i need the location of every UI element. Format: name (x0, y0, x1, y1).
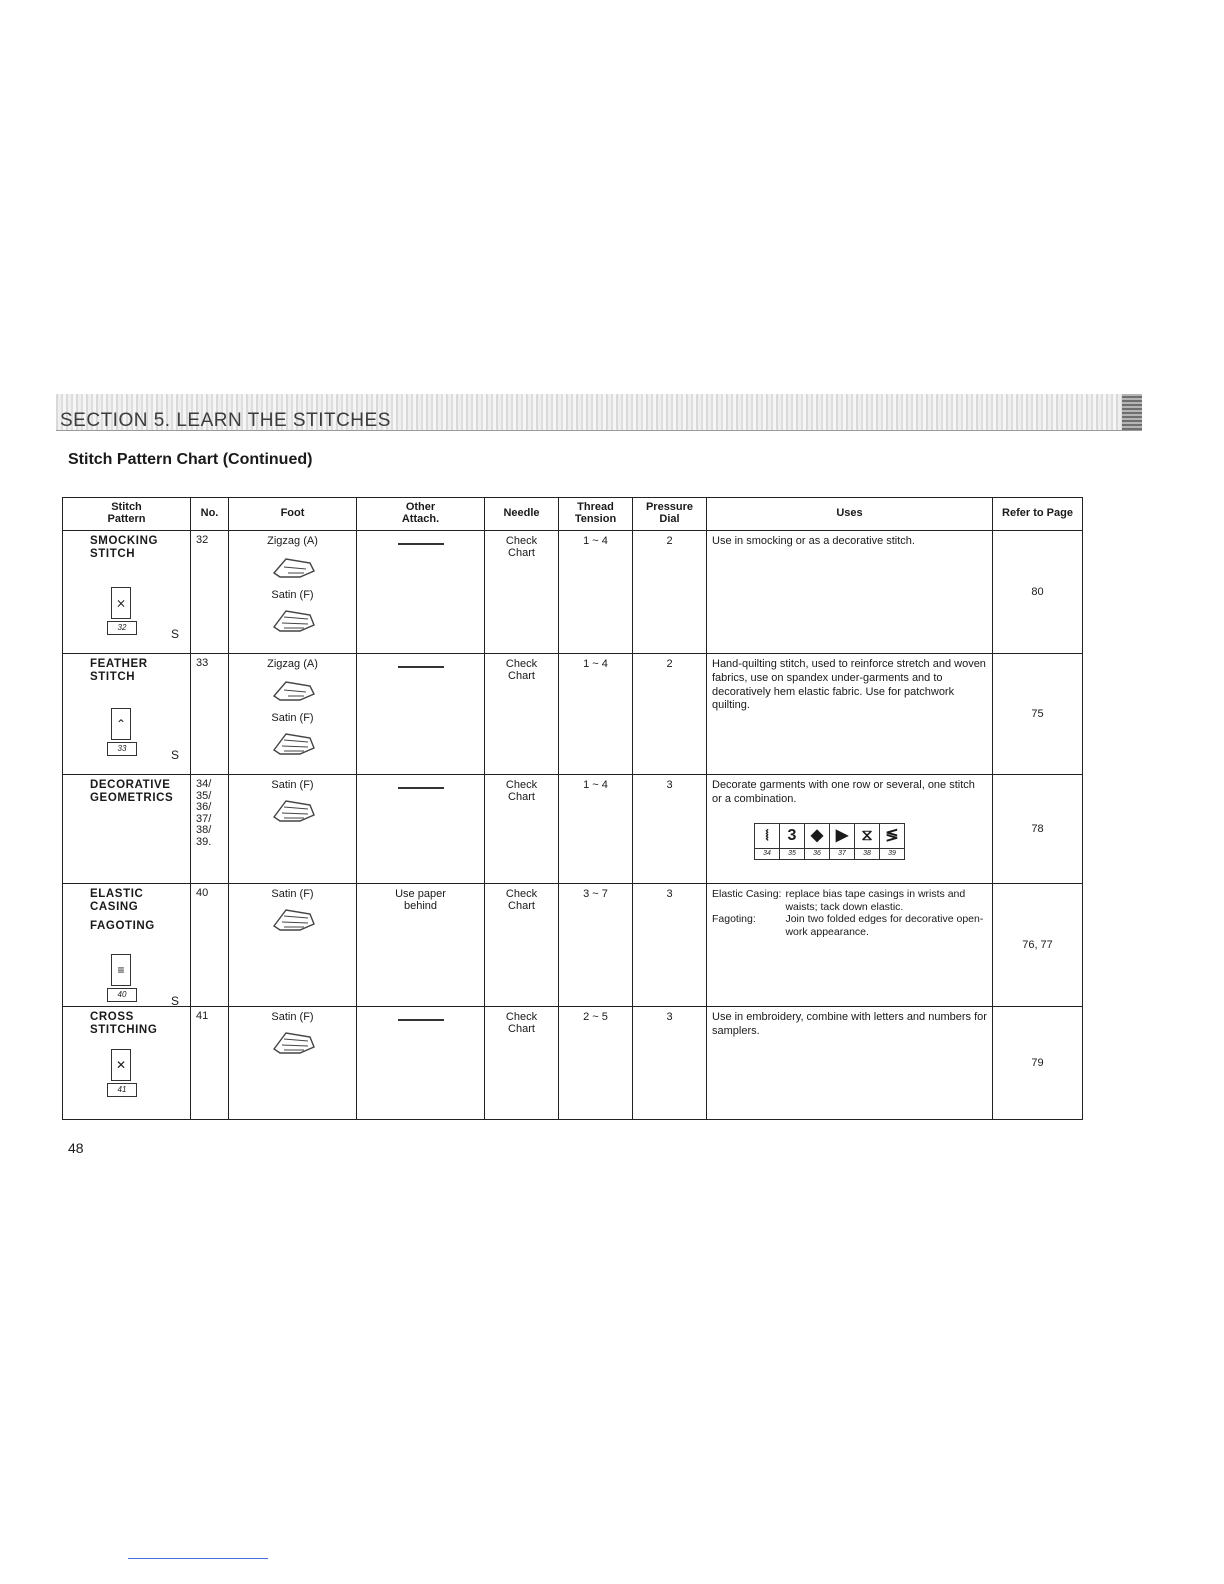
geo-stitch-number: 37 (830, 848, 854, 859)
geo-stitch-34-icon: ⧙ (765, 826, 769, 844)
header-pressure-dial: Pressure Dial (633, 498, 707, 531)
stitch-name: CROSS STITCHING (90, 1011, 158, 1037)
satin-foot-icon (270, 605, 316, 635)
thread-tension-cell: 1 ~ 4 (559, 531, 633, 654)
stitch-no: 33 (191, 654, 229, 775)
page-number: 48 (68, 1140, 84, 1156)
satin-foot-icon (270, 1027, 316, 1057)
stitch-pattern-cell (63, 531, 191, 654)
satin-foot-icon (270, 728, 316, 758)
stitch-pattern-cell (63, 775, 191, 884)
thread-tension-cell: 3 ~ 7 (559, 884, 633, 1007)
uses-label-fagoting: Fagoting: (712, 913, 756, 926)
table-row (63, 531, 1083, 654)
geo-stitch-36-icon: ◆ (810, 826, 824, 844)
header-refer-to-page: Refer to Page (993, 498, 1083, 531)
stitch-pattern-cell (63, 654, 191, 775)
section-banner (56, 394, 1142, 431)
geo-stitch-number: 39 (880, 848, 904, 859)
other-attach-cell (357, 1007, 485, 1120)
uses-text-fagoting: Join two folded edges for decorative open-work appearance. (785, 913, 984, 938)
stitch-selector-icon (107, 587, 135, 637)
refer-page-cell: 76, 77 (993, 884, 1083, 1007)
elastic-casing-stitch-icon: ≡ (111, 954, 131, 986)
foot-label: Zigzag (A) (267, 658, 318, 670)
geo-stitch (879, 823, 905, 860)
stitch-selector-icon (107, 954, 135, 1004)
geo-stitch (754, 823, 779, 860)
foot-label: Satin (F) (271, 779, 314, 791)
header-thread-tension: Thread Tension (559, 498, 633, 531)
stitch-no: 40 (191, 884, 229, 1007)
stitch-name: ELASTIC CASING (90, 888, 144, 914)
footer-rule (128, 1558, 268, 1559)
stitch-number-label: 32 (107, 621, 137, 635)
header-other-attach: Other Attach. (357, 498, 485, 531)
needle-cell: Check Chart (485, 775, 559, 884)
stitch-selector-icon (107, 708, 135, 758)
geometric-stitch-strip (754, 823, 987, 860)
satin-foot-icon (270, 795, 316, 825)
header-no: No. (191, 498, 229, 531)
needle-cell: Check Chart (485, 531, 559, 654)
refer-page-cell: 75 (993, 654, 1083, 775)
cross-stitch-icon: ✕ (111, 1049, 131, 1081)
stitch-no: 41 (191, 1007, 229, 1120)
header-foot: Foot (229, 498, 357, 531)
stitch-no: 32 (191, 531, 229, 654)
geo-stitch-number: 34 (755, 848, 779, 859)
stitch-no: 34/ 35/ 36/ 37/ 38/ 39. (191, 775, 229, 884)
uses-cell: Use in embroidery, combine with letters and numbers for samplers. (707, 1007, 993, 1120)
stitch-pattern-cell (63, 884, 191, 1007)
refer-page-cell: 78 (993, 775, 1083, 884)
section-title: SECTION 5. LEARN THE STITCHES (60, 410, 391, 431)
other-attach-cell (357, 531, 485, 654)
geo-stitch-39-icon: ≶ (885, 826, 899, 844)
foot-label: Zigzag (A) (267, 535, 318, 547)
pressure-dial-cell: 2 (633, 531, 707, 654)
thread-tension-cell: 1 ~ 4 (559, 775, 633, 884)
stitch-number-label: 33 (107, 742, 137, 756)
geo-stitch-number: 36 (805, 848, 829, 859)
uses-definitions (712, 888, 987, 938)
geo-stitch (779, 823, 804, 860)
empty-dash (398, 543, 444, 545)
stitch-name: DECORATIVE GEOMETRICS (90, 779, 174, 805)
thread-tension-cell: 1 ~ 4 (559, 654, 633, 775)
foot-cell (229, 654, 357, 775)
pressure-dial-cell: 3 (633, 884, 707, 1007)
foot-label: Satin (F) (271, 888, 314, 900)
foot-label: Satin (F) (271, 1011, 314, 1023)
table-row (63, 1007, 1083, 1120)
smocking-stitch-icon: ⨯ (111, 587, 131, 619)
needle-cell: Check Chart (485, 884, 559, 1007)
uses-cell (707, 884, 993, 1007)
stitch-name: FEATHER STITCH (90, 658, 148, 684)
empty-dash (398, 666, 444, 668)
refer-page-cell: 79 (993, 1007, 1083, 1120)
refer-page-cell: 80 (993, 531, 1083, 654)
stitch-name-secondary: FAGOTING (90, 920, 155, 933)
uses-cell: Hand-quilting stitch, used to reinforce stretch and woven fabrics, use on spandex under-garments and to decoratively hem elastic fabric. Use for patchwork quilting. (707, 654, 993, 775)
geo-stitch-37-icon: ▶ (835, 826, 849, 844)
foot-label: Satin (F) (271, 712, 314, 724)
chart-title: Stitch Pattern Chart (Continued) (68, 451, 313, 468)
foot-label: Satin (F) (271, 589, 314, 601)
table-header-row (63, 498, 1083, 531)
header-stitch-pattern: Stitch Pattern (63, 498, 191, 531)
needle-cell: Check Chart (485, 654, 559, 775)
satin-foot-icon (270, 904, 316, 934)
s-mark: S (171, 627, 180, 641)
other-attach-cell: Use paper behind (357, 884, 485, 1007)
zigzag-foot-icon (270, 551, 316, 581)
geo-stitch (854, 823, 879, 860)
stitch-number-label: 40 (107, 988, 137, 1002)
stitch-selector-icon (107, 1049, 135, 1099)
banner-edge-marker (1122, 394, 1142, 430)
stitch-name: SMOCKING STITCH (90, 535, 159, 561)
table-row (63, 775, 1083, 884)
uses-label-elastic-casing: Elastic Casing: (712, 888, 782, 900)
pressure-dial-cell: 2 (633, 654, 707, 775)
foot-cell (229, 884, 357, 1007)
other-attach-cell (357, 654, 485, 775)
stitch-number-label: 41 (107, 1083, 137, 1097)
foot-cell (229, 531, 357, 654)
header-needle: Needle (485, 498, 559, 531)
foot-cell (229, 775, 357, 884)
stitch-pattern-table (62, 497, 1083, 1120)
thread-tension-cell: 2 ~ 5 (559, 1007, 633, 1120)
other-attach-cell (357, 775, 485, 884)
geo-stitch (829, 823, 854, 860)
uses-cell: Use in smocking or as a decorative stitch. (707, 531, 993, 654)
empty-dash (398, 1019, 444, 1021)
geo-stitch-35-icon: 3 (787, 826, 797, 844)
geo-stitch (804, 823, 829, 860)
s-mark: S (171, 994, 180, 1008)
stitch-pattern-cell (63, 1007, 191, 1120)
feather-stitch-icon: ⌃ (111, 708, 131, 740)
geo-stitch-number: 35 (780, 848, 804, 859)
needle-cell: Check Chart (485, 1007, 559, 1120)
uses-text: Decorate garments with one row or several, one stitch or a combination. (712, 779, 975, 805)
s-mark: S (171, 748, 180, 762)
pressure-dial-cell: 3 (633, 1007, 707, 1120)
uses-text-elastic-casing: replace bias tape casings in wrists and waists; tack down elastic. (785, 888, 966, 913)
zigzag-foot-icon (270, 674, 316, 704)
geo-stitch-38-icon: ⧖ (861, 826, 873, 844)
table-row (63, 884, 1083, 1007)
empty-dash (398, 787, 444, 789)
foot-cell (229, 1007, 357, 1120)
pressure-dial-cell: 3 (633, 775, 707, 884)
header-uses: Uses (707, 498, 993, 531)
geo-stitch-number: 38 (855, 848, 879, 859)
uses-cell (707, 775, 993, 884)
table-row (63, 654, 1083, 775)
